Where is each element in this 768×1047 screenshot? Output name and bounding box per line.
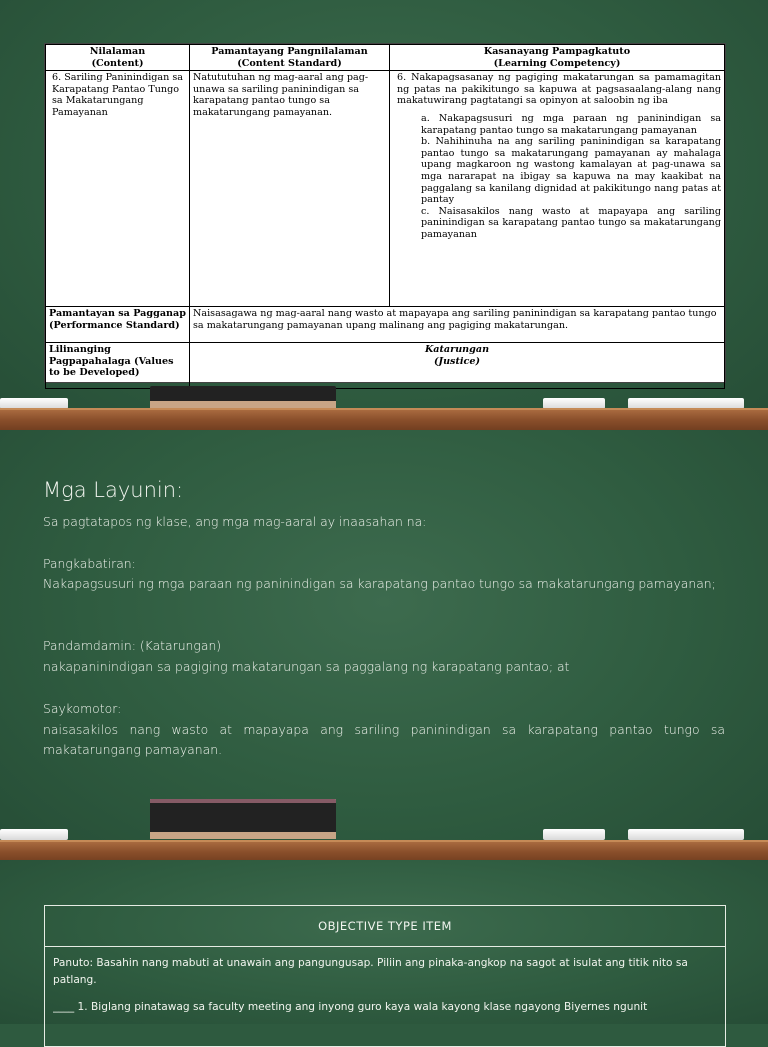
chalkboard-1 <box>0 0 768 430</box>
chalk-stick <box>0 829 68 840</box>
cognitive-label: Pangkabatiran: <box>43 556 136 571</box>
affective-text: nakapaninindigan sa pagiging makatarungan sa paggalang ng karapatang pantao; at <box>43 659 570 674</box>
chalk-stick <box>543 829 605 840</box>
objectives-title: Mga Layunin: <box>43 478 184 502</box>
values-label: Lilinanging Pagpapahalaga (Values to be Developed) <box>46 343 190 389</box>
competency-item-c: c. Naisasakilos nang wasto at mapayapa ang sariling paninindigan sa karapatang pantao tungo sa makatarungang pamayanan <box>421 205 721 240</box>
header-content: Nilalaman (Content) <box>46 45 190 71</box>
question-item-1: ____ 1. Biglang pinatawag sa faculty meeting ang inyong guro kaya wala kayong klase ngayong Biyernes ngunit <box>53 1001 648 1013</box>
chalk-stick <box>628 829 744 840</box>
chalkboard-eraser <box>150 386 336 408</box>
performance-label: Pamantayan sa Pagganap (Performance Standard) <box>46 307 190 343</box>
content-cell: 6. Sariling Paninindigan sa Karapatang Pantao Tungo sa Makatarungang Pamayanan <box>46 71 190 307</box>
directions-text: Panuto: Basahin nang mabuti at unawain ang pangungusap. Piliin ang pinaka-angkop na sagot at isulat ang titik nito sa patlang. <box>53 957 688 986</box>
chalkboard-eraser <box>150 799 336 839</box>
objectives-intro: Sa pagtatapos ng klase, ang mga mag-aaral ay inaasahan na: <box>43 514 427 529</box>
content-standard-cell: Natututuhan ng mag-aaral ang pag-unawa sa sariling paninindigan sa karapatang pantao tungo sa makatarungang pamayanan. <box>190 71 390 307</box>
values-text: Katarungan (Justice) <box>190 343 725 389</box>
curriculum-table <box>44 43 726 383</box>
objective-type-box <box>44 905 726 1047</box>
competency-main: 6. Nakapagsasanay ng pagiging makatarungan sa pamamagitan ng patas na pakikitungo sa kapuwa at pagsasaalang-alang nang makatuwirang pagtatangi sa opinyon at saloobin ng iba <box>397 72 721 107</box>
competency-cell <box>390 71 725 307</box>
cognitive-text: Nakapagsusuri ng mga paraan ng paninindigan sa karapatang pantao tungo sa makatarungang pamayanan; <box>43 576 716 591</box>
affective-label: Pandamdamin: (Katarungan) <box>43 638 222 653</box>
chalk-ledge <box>0 408 768 430</box>
competency-item-a: a. Nakapagsusuri ng mga paraan ng paninindigan sa karapatang pantao tungo sa makatarungang pamayanan <box>421 112 721 136</box>
objective-type-heading: OBJECTIVE TYPE ITEM <box>45 906 725 947</box>
performance-text: Naisasagawa ng mag-aaral nang wasto at mapayapa ang sariling paninindigan sa karapatang pantao tungo sa makatarungang pamayanan upang malinang ang pagiging makatarungan. <box>190 307 725 343</box>
header-content-standard: Pamantayang Pangnilalaman (Content Standard) <box>190 45 390 71</box>
competency-item-b: b. Nahihinuha na ang sariling paninindigan sa karapatang pantao tungo sa makatarungang pamayanan ay mahalaga upang magkaroon ng wastong kamalayan at pag-unawa sa mga nararapat na ibigay sa kapuwa na may kaakibat na paggalang sa kanilang dignidad at pakikitungo nang patas at pantay <box>421 136 721 206</box>
psychomotor-label: Saykomotor: <box>43 701 122 716</box>
psychomotor-text: naisasakilos nang wasto at mapayapa ang sariling paninindigan sa karapatang pantao tungo sa makatarungang pamayanan. <box>43 722 725 757</box>
header-learning-competency: Kasanayang Pampagkatuto (Learning Competency) <box>390 45 725 71</box>
